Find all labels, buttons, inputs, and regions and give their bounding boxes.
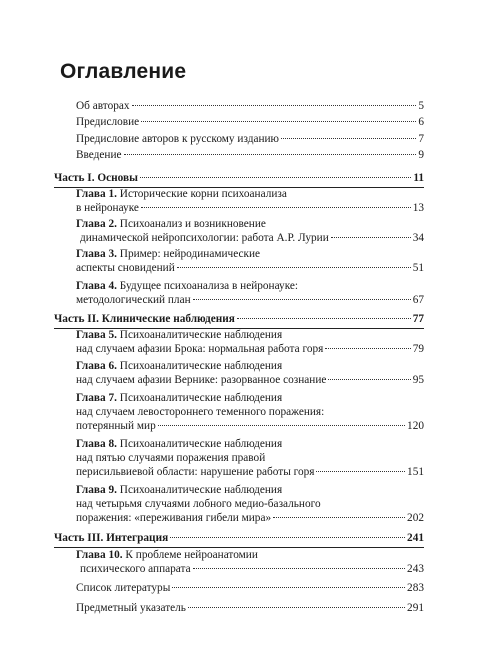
toc-chapter-2[interactable]: Глава 2. Психоанализ и возникновение — [76, 218, 266, 230]
toc-chapter-9-end[interactable]: поражения: «переживания гибели мира» 202 — [76, 512, 424, 524]
toc-chapter-7-cont[interactable]: над случаем левостороннего теменного поражения: — [76, 406, 325, 418]
toc-chapter-8-cont[interactable]: над пятью случаями поражения правой — [76, 452, 266, 464]
toc-chapter-5-cont[interactable]: над случаем афазии Брока: нормальная работа горя 79 — [76, 343, 424, 355]
leader-dots — [170, 537, 405, 538]
toc-chapter-1-cont[interactable]: в нейронауке 13 — [76, 202, 424, 214]
toc-chapter-3[interactable]: Глава 3. Пример: нейродинамические — [76, 248, 261, 260]
toc-part-3[interactable]: Часть III. Интеграция 241 — [54, 532, 424, 544]
toc-chapter-8-end[interactable]: перисильвиевой области: нарушение работы горя 151 — [76, 466, 424, 478]
toc-chapter-7[interactable]: Глава 7. Психоаналитические наблюдения — [76, 392, 283, 404]
leader-dots — [172, 587, 405, 588]
leader-dots — [193, 299, 411, 300]
leader-dots — [328, 379, 410, 380]
toc-part-1[interactable]: Часть I. Основы 11 — [54, 172, 424, 184]
toc-chapter-4-cont[interactable]: методологический план 67 — [76, 294, 424, 306]
leader-dots — [281, 138, 416, 139]
part-divider — [54, 547, 424, 548]
leader-dots — [177, 267, 411, 268]
toc-part-2[interactable]: Часть II. Клинические наблюдения 77 — [54, 313, 424, 325]
leader-dots — [331, 237, 411, 238]
leader-dots — [193, 568, 405, 569]
toc-chapter-4[interactable]: Глава 4. Будущее психоанализа в нейронауке: — [76, 280, 299, 292]
toc-chapter-8[interactable]: Глава 8. Психоаналитические наблюдения — [76, 438, 283, 450]
toc-entry-russian-preface[interactable]: Предисловие авторов к русскому изданию 7 — [76, 133, 424, 145]
leader-dots — [325, 348, 410, 349]
leader-dots — [132, 105, 417, 106]
toc-chapter-9[interactable]: Глава 9. Психоаналитические наблюдения — [76, 484, 283, 496]
leader-dots — [188, 607, 405, 608]
toc-chapter-7-end[interactable]: потерянный мир 120 — [76, 420, 424, 432]
toc-entry-index[interactable]: Предметный указатель 291 — [76, 602, 424, 614]
leader-dots — [237, 318, 411, 319]
leader-dots — [141, 207, 411, 208]
toc-chapter-6[interactable]: Глава 6. Психоаналитические наблюдения — [76, 360, 283, 372]
toc-chapter-10[interactable]: Глава 10. К проблеме нейроанатомии — [76, 549, 258, 561]
leader-dots — [124, 154, 417, 155]
toc-chapter-6-cont[interactable]: над случаем афазии Вернике: разорванное сознание 95 — [76, 374, 424, 386]
toc-chapter-1[interactable]: Глава 1. Исторические корни психоанализа — [76, 188, 287, 200]
toc-chapter-2-cont[interactable]: динамической нейропсихологии: работа А.Р. Лурии 34 — [80, 232, 424, 244]
leader-dots — [316, 471, 405, 472]
page-title: Оглавление — [60, 60, 187, 83]
toc-entry-bibliography[interactable]: Список литературы 283 — [76, 582, 424, 594]
toc-chapter-3-cont[interactable]: аспекты сновидений 51 — [76, 262, 424, 274]
toc-entry-about-authors[interactable]: Об авторах 5 — [76, 100, 424, 112]
leader-dots — [273, 517, 405, 518]
toc-chapter-5[interactable]: Глава 5. Психоаналитические наблюдения — [76, 329, 283, 341]
toc-entry-introduction[interactable]: Введение 9 — [76, 149, 424, 161]
toc-entry-preface[interactable]: Предисловие 6 — [76, 116, 424, 128]
leader-dots — [141, 121, 416, 122]
toc-chapter-9-cont[interactable]: над четырьмя случаями лобного медио-базального — [76, 498, 321, 510]
leader-dots — [158, 425, 405, 426]
leader-dots — [140, 177, 411, 178]
toc-chapter-10-cont[interactable]: психического аппарата 243 — [80, 563, 424, 575]
